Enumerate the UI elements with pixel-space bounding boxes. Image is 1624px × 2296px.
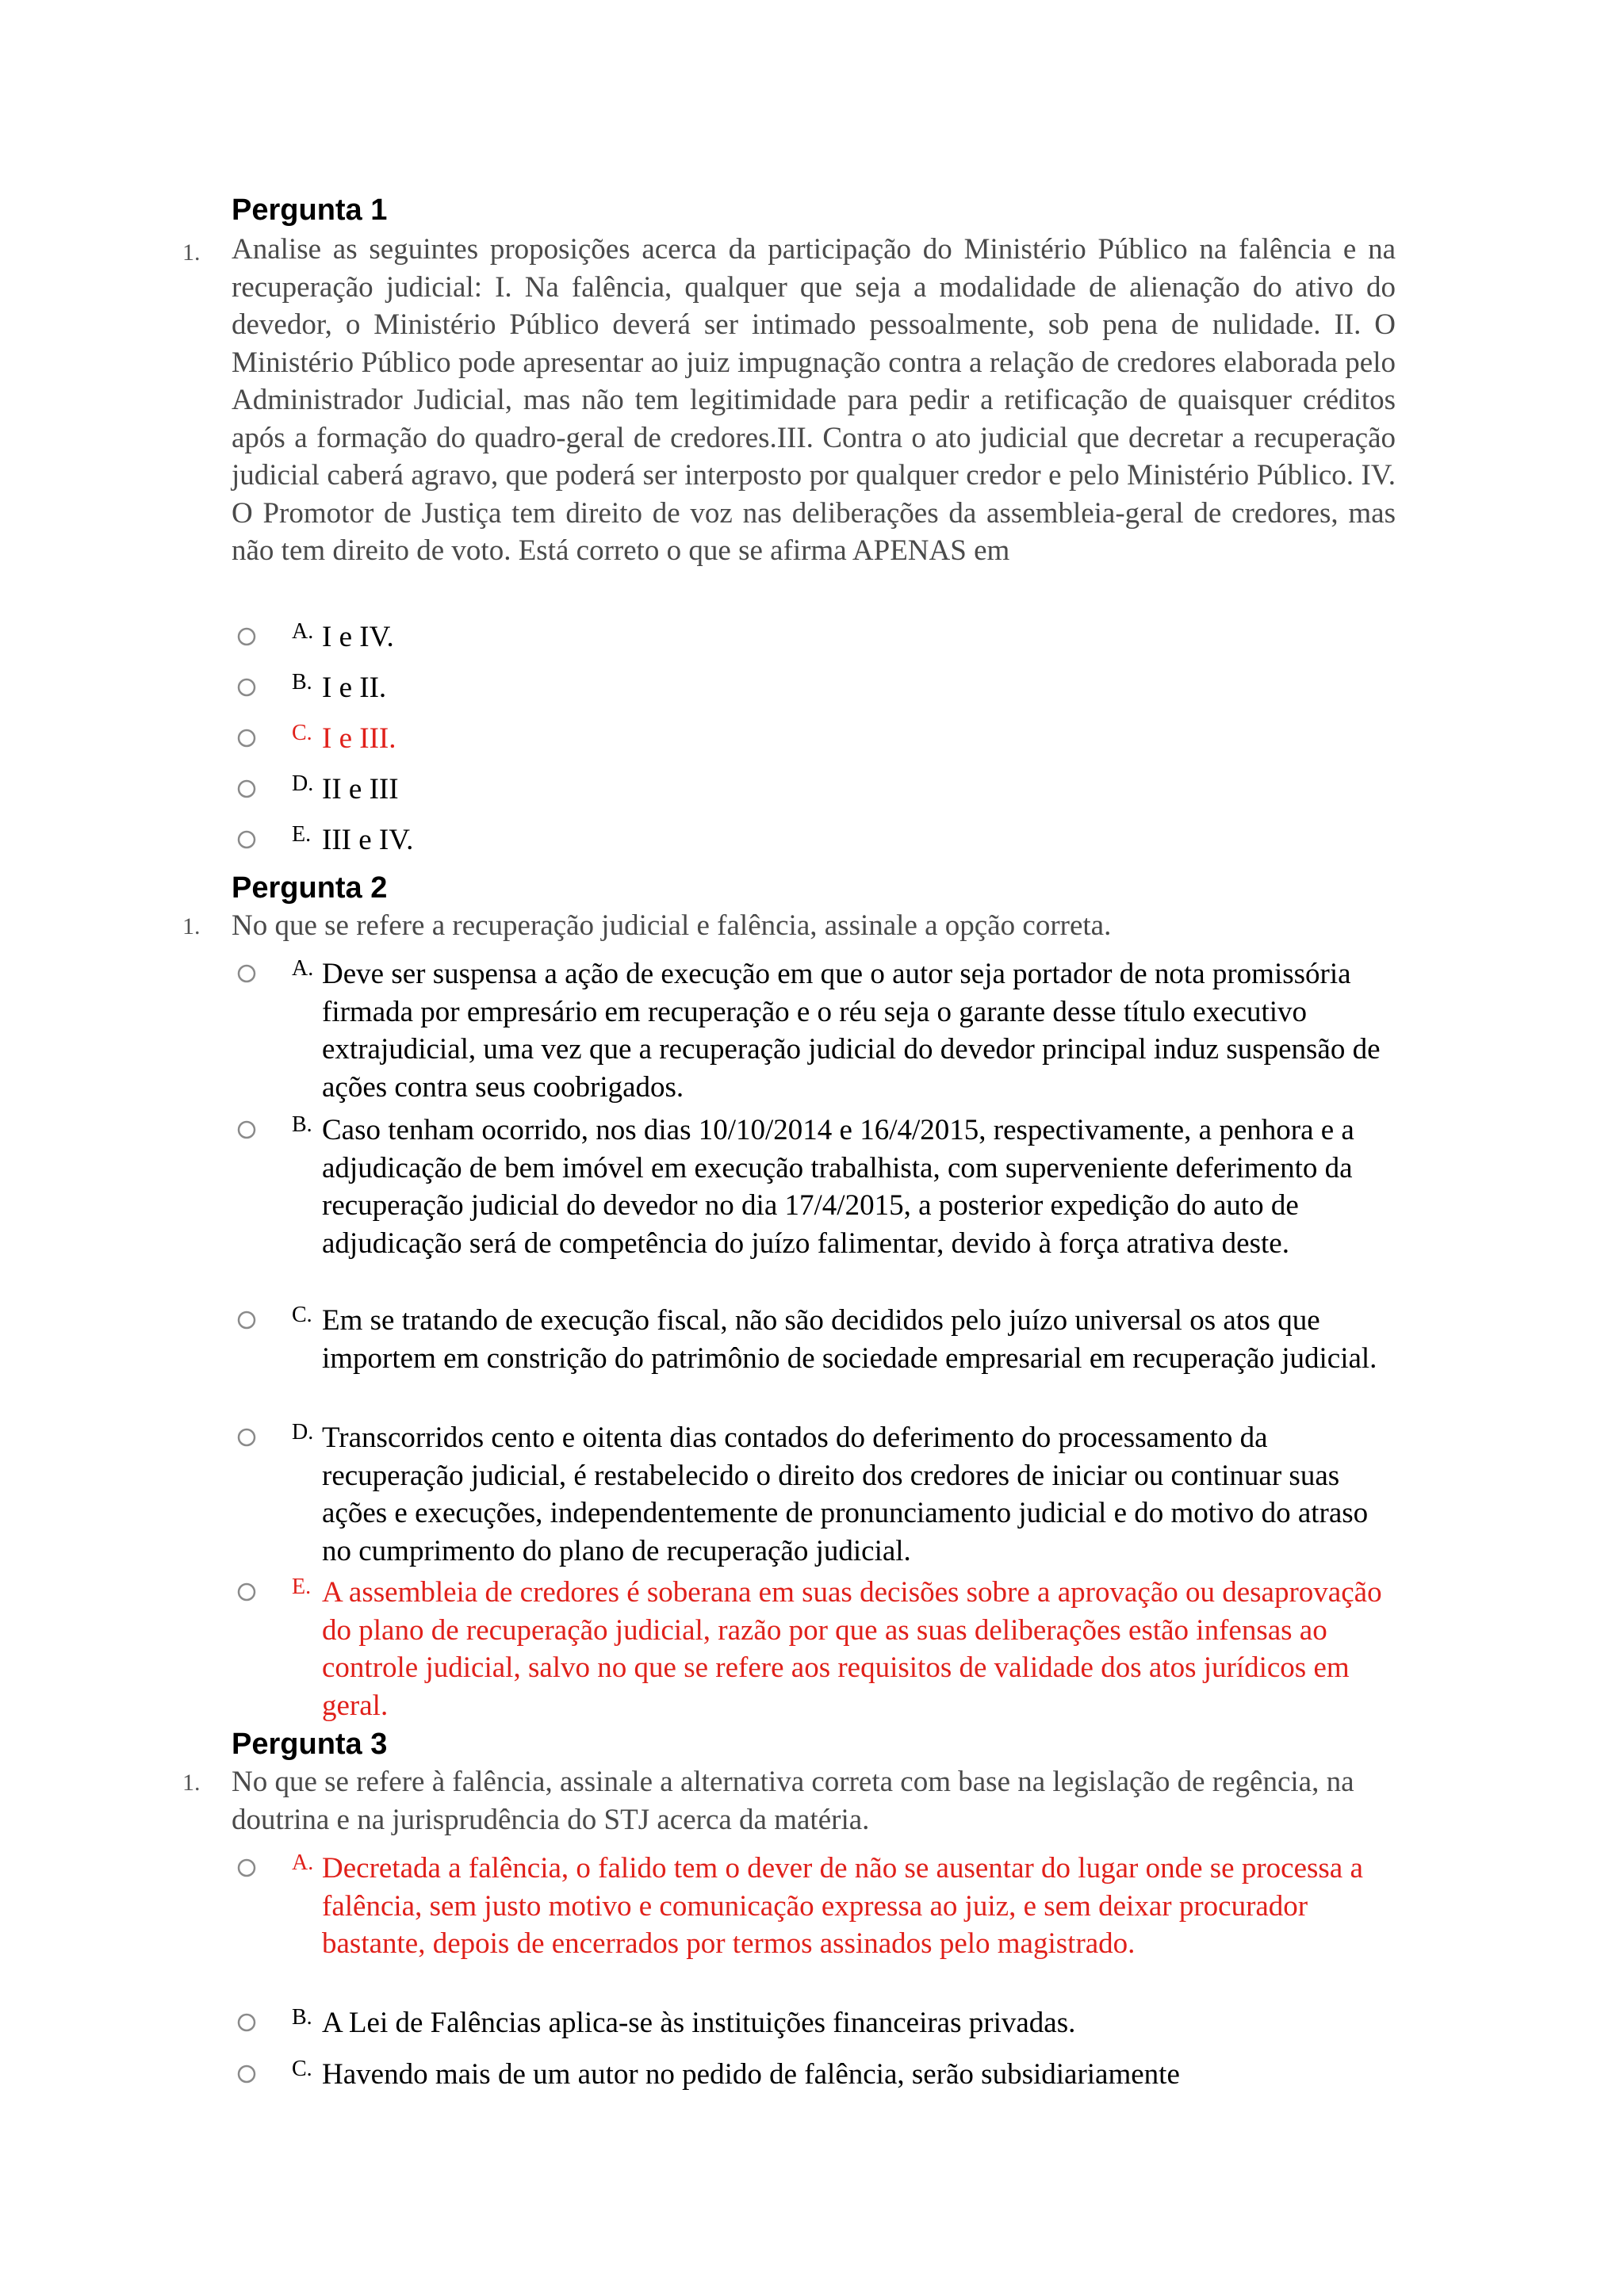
option-text: II e III bbox=[322, 773, 399, 806]
option-text: Havendo mais de um autor no pedido de falência, serão subsidiariamente bbox=[322, 2058, 1180, 2091]
option-text: I e II. bbox=[322, 672, 387, 704]
radio-button-icon[interactable] bbox=[236, 626, 257, 647]
radio-button-icon[interactable] bbox=[236, 1858, 257, 1878]
radio-button-icon[interactable] bbox=[236, 963, 257, 984]
radio-button-icon[interactable] bbox=[236, 2012, 257, 2033]
question-heading: Pergunta 1 bbox=[232, 193, 388, 227]
option-letter: B. bbox=[292, 670, 312, 695]
option-text: Caso tenham ocorrido, nos dias 10/10/2014 e 16/4/2015, respectivamente, a penhora e a adjudicação de bem imóvel em execução trabalhista, com superveniente deferimento da recuperação judicial do devedor no dia 17/4/2015, a posterior expedição do auto de adjudicação será de competência do juízo falimentar, devido à força atrativa deste. bbox=[322, 1114, 1354, 1260]
option-text: Deve ser suspensa a ação de execução em que o autor seja portador de nota promissória firmada por empresário em recuperação e o réu seja o garante desse título executivo extrajudicial, uma vez que a recuperação judicial do devedor principal induz suspensão de ações contra seus coobrigados. bbox=[322, 958, 1381, 1104]
question-heading: Pergunta 2 bbox=[232, 871, 388, 905]
option-q1-b[interactable] bbox=[236, 669, 1410, 706]
radio-button-icon[interactable] bbox=[236, 1582, 257, 1602]
option-letter: E. bbox=[292, 1575, 312, 1599]
option-q1-d[interactable] bbox=[236, 771, 1410, 807]
radio-button-icon[interactable] bbox=[236, 1310, 257, 1330]
option-text: A Lei de Falências aplica-se às instituições financeiras privadas. bbox=[322, 2007, 1076, 2039]
option-letter: B. bbox=[292, 2005, 312, 2030]
radio-button-icon[interactable] bbox=[236, 829, 257, 850]
option-text: Decretada a falência, o falido tem o dever de não se ausentar do lugar onde se processa a falência, sem justo motivo e comunicação expressa ao juiz, e sem deixar procurador bastante, depois de encerrados por termos assinados pelo magistrado. bbox=[322, 1852, 1363, 1960]
option-q3-c[interactable] bbox=[236, 2056, 1410, 2092]
question-number: 1. bbox=[182, 239, 201, 266]
option-q2-a[interactable] bbox=[236, 955, 1410, 1104]
option-q1-c[interactable] bbox=[236, 720, 1410, 756]
option-letter: D. bbox=[292, 1420, 314, 1445]
question-number: 1. bbox=[182, 1770, 201, 1796]
option-letter: A. bbox=[292, 619, 314, 644]
radio-button-icon[interactable] bbox=[236, 1427, 257, 1448]
question-text: No que se refere a recuperação judicial e falência, assinale a opção correta. bbox=[232, 909, 1112, 942]
option-q1-a[interactable] bbox=[236, 618, 1410, 655]
radio-button-icon[interactable] bbox=[236, 779, 257, 799]
option-letter: C. bbox=[292, 2057, 312, 2081]
option-text: I e IV. bbox=[322, 621, 394, 653]
option-q2-b[interactable] bbox=[236, 1112, 1410, 1260]
question-heading: Pergunta 3 bbox=[232, 1728, 388, 1761]
option-q2-c[interactable] bbox=[236, 1302, 1410, 1375]
option-letter: C. bbox=[292, 721, 312, 745]
option-q3-b[interactable] bbox=[236, 2004, 1410, 2041]
option-text: Em se tratando de execução fiscal, não são decididos pelo juízo universal os atos que importem em constrição do patrimônio de sociedade empresarial em recuperação judicial. bbox=[322, 1304, 1377, 1375]
option-text: Transcorridos cento e oitenta dias contados do deferimento do processamento da recuperação judicial, é restabelecido o direito dos credores de iniciar ou continuar suas ações e execuções, independentemente de pronunciamento judicial e do motivo do atraso no cumprimento do plano de recuperação judicial. bbox=[322, 1422, 1369, 1567]
option-text: III e IV. bbox=[322, 824, 414, 856]
option-q3-a[interactable] bbox=[236, 1850, 1410, 1960]
option-letter: A. bbox=[292, 1850, 314, 1875]
option-text: I e III. bbox=[322, 722, 396, 755]
option-letter: A. bbox=[292, 956, 314, 981]
radio-button-icon[interactable] bbox=[236, 2064, 257, 2084]
option-letter: E. bbox=[292, 822, 312, 847]
option-q2-d[interactable] bbox=[236, 1419, 1410, 1567]
question-text: Analise as seguintes proposições acerca da participação do Ministério Público na falência e na recuperação judicial: I. Na falência, qualquer que seja a modalidade de alienação do ativo do devedor, o Ministério Público deverá ser intimado pessoalmente, sob pena de nulidade. II. O Ministério Público pode apresentar ao juiz impugnação contra a relação de credores elaborada pelo Administrador Judicial, mas não tem legitimidade para pedir a retificação de quaisquer créditos após a formação do quadro-geral de credores.III. Contra o ato judicial que decretar a recuperação judicial caberá agravo, que poderá ser interposto por qualquer credor e pelo Ministério Público. IV. O Promotor de Justiça tem direito de voz nas deliberações da assembleia-geral de credores, mas não tem direito de voto. Está correto o que se afirma APENAS em bbox=[232, 233, 1396, 567]
option-q2-e[interactable] bbox=[236, 1574, 1410, 1722]
option-letter: D. bbox=[292, 771, 314, 796]
question-text: No que se refere à falência, assinale a alternativa correta com base na legislação de regência, na doutrina e na jurisprudência do STJ acerca da matéria. bbox=[232, 1766, 1354, 1836]
option-text: A assembleia de credores é soberana em suas decisões sobre a aprovação ou desaprovação do plano de recuperação judicial, razão por que as suas deliberações estão infensas ao controle judicial, salvo no que se refere aos requisitos de validade dos atos jurídicos em geral. bbox=[322, 1576, 1382, 1722]
option-q1-e[interactable] bbox=[236, 821, 1410, 858]
option-letter: C. bbox=[292, 1303, 312, 1327]
radio-button-icon[interactable] bbox=[236, 1119, 257, 1140]
option-letter: B. bbox=[292, 1112, 312, 1137]
radio-button-icon[interactable] bbox=[236, 728, 257, 748]
question-number: 1. bbox=[182, 913, 201, 939]
radio-button-icon[interactable] bbox=[236, 677, 257, 698]
